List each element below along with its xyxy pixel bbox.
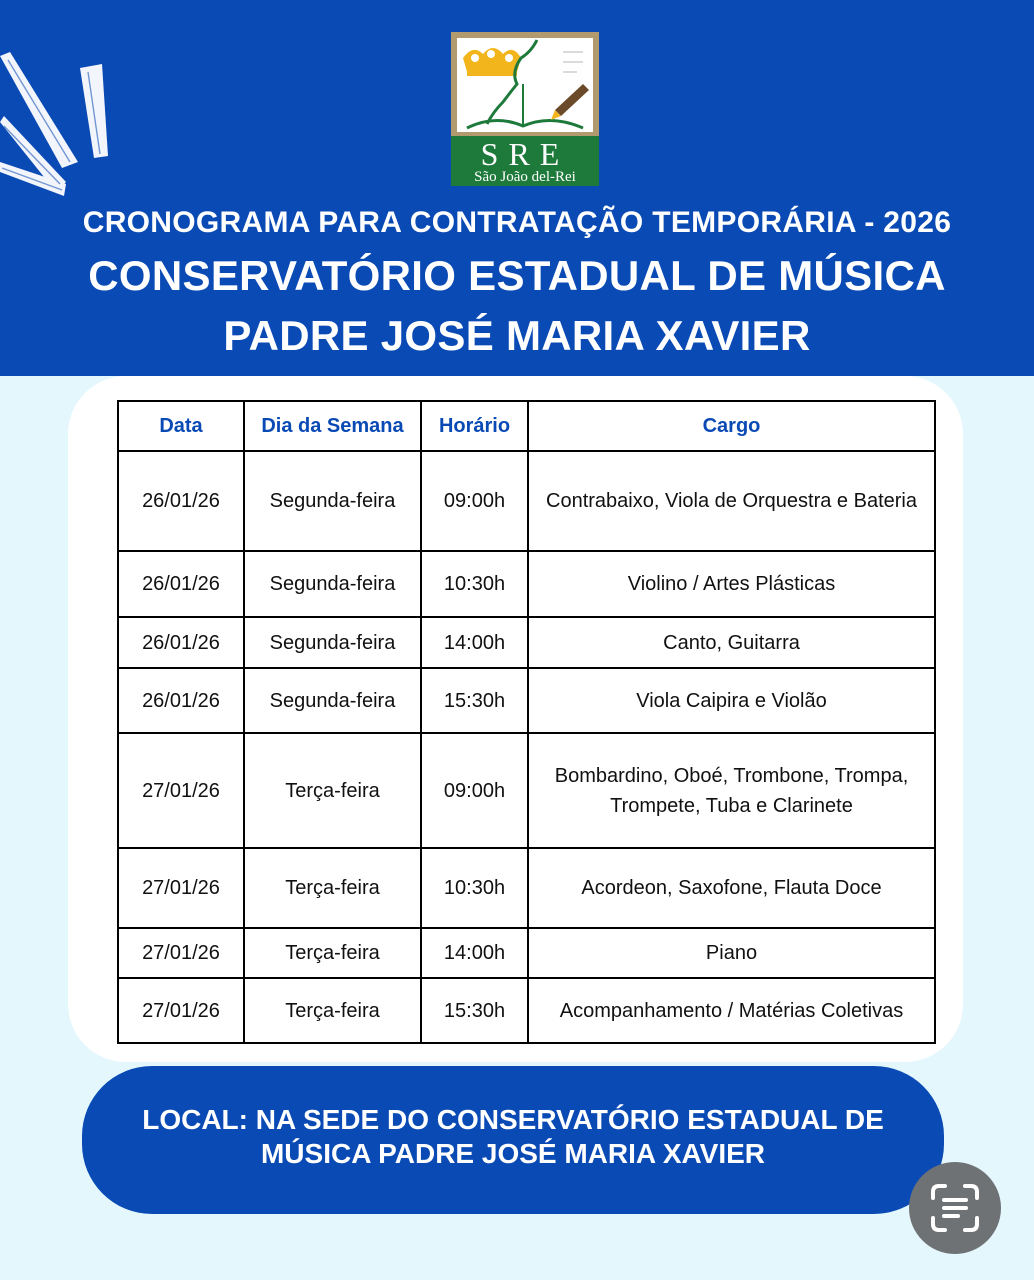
table-row [118, 928, 935, 978]
sre-logo [451, 32, 599, 186]
cell-weekday: Terça-feira [244, 928, 421, 978]
cell-date: 26/01/26 [118, 451, 244, 551]
location-text [82, 1103, 944, 1171]
cell-position: Piano [528, 928, 935, 978]
logo-acronym: SRE [480, 136, 570, 172]
page-title-line2: PADRE JOSÉ MARIA XAVIER [223, 312, 811, 359]
table-row [118, 668, 935, 733]
cell-weekday: Segunda-feira [244, 617, 421, 668]
cell-date: 26/01/26 [118, 551, 244, 617]
scan-text-button[interactable] [909, 1162, 1001, 1254]
cell-date: 26/01/26 [118, 617, 244, 668]
column-header-time: Horário [421, 401, 528, 451]
scan-text-icon [909, 1162, 1001, 1254]
cell-position: Violino / Artes Plásticas [528, 551, 935, 617]
cell-weekday: Segunda-feira [244, 668, 421, 733]
cell-date: 27/01/26 [118, 978, 244, 1043]
cell-time: 14:00h [421, 617, 528, 668]
header-banner [0, 0, 1034, 376]
cell-time: 15:30h [421, 978, 528, 1043]
cell-position: Acordeon, Saxofone, Flauta Doce [528, 848, 935, 928]
location-banner [82, 1066, 944, 1214]
cell-time: 15:30h [421, 668, 528, 733]
cell-position: Viola Caipira e Violão [528, 668, 935, 733]
cell-weekday: Segunda-feira [244, 451, 421, 551]
location-line1: LOCAL: NA SEDE DO CONSERVATÓRIO ESTADUAL DE [142, 1104, 884, 1135]
table-row [118, 733, 935, 848]
cell-weekday: Segunda-feira [244, 551, 421, 617]
cell-position: Contrabaixo, Viola de Orquestra e Bateria [528, 451, 935, 551]
cell-time: 10:30h [421, 551, 528, 617]
cell-position: Bombardino, Oboé, Trombone, Trompa, Trompete, Tuba e Clarinete [528, 733, 935, 848]
cell-time: 09:00h [421, 733, 528, 848]
column-header-weekday: Dia da Semana [244, 401, 421, 451]
cell-time: 09:00h [421, 451, 528, 551]
cell-time: 10:30h [421, 848, 528, 928]
location-line2: MÚSICA PADRE JOSÉ MARIA XAVIER [260, 1138, 766, 1169]
cell-weekday: Terça-feira [244, 978, 421, 1043]
crown-icon [463, 48, 521, 76]
table-row [118, 848, 935, 928]
cell-time: 14:00h [421, 928, 528, 978]
column-header-position: Cargo [528, 401, 935, 451]
cell-position: Acompanhamento / Matérias Coletivas [528, 978, 935, 1043]
cell-date: 27/01/26 [118, 733, 244, 848]
logo-city: São João del-Rei [474, 169, 576, 185]
cell-date: 27/01/26 [118, 848, 244, 928]
cell-date: 26/01/26 [118, 668, 244, 733]
page-title-line1: CONSERVATÓRIO ESTADUAL DE MÚSICA [88, 252, 946, 299]
schedule-table [117, 400, 936, 1044]
table-row [118, 617, 935, 668]
table-header-row [118, 401, 935, 451]
decorative-rays [0, 50, 120, 200]
column-header-date: Data [118, 401, 244, 451]
table-row [118, 551, 935, 617]
cell-position: Canto, Guitarra [528, 617, 935, 668]
cell-weekday: Terça-feira [244, 733, 421, 848]
cell-date: 27/01/26 [118, 928, 244, 978]
table-row [118, 978, 935, 1043]
table-row [118, 451, 935, 551]
cell-weekday: Terça-feira [244, 848, 421, 928]
schedule-subtitle: CRONOGRAMA PARA CONTRATAÇÃO TEMPORÁRIA - 2026 [82, 206, 952, 239]
